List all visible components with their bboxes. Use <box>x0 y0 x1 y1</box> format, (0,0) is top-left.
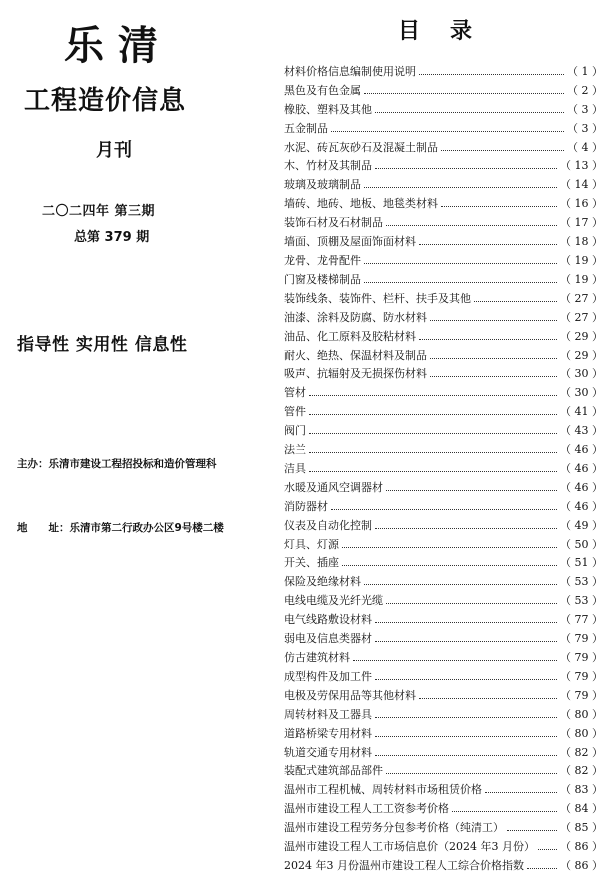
toc-entry-label: 装饰线条、装饰件、栏杆、扶手及其他 <box>284 291 471 305</box>
total-issue-number: 总第 379 期 <box>74 230 150 245</box>
toc-entry-label: 阀门 <box>284 424 306 438</box>
toc-entry-page: （ 84 ） <box>560 802 603 816</box>
issue-number: 二〇二四年 第三期 <box>42 204 156 219</box>
toc-leader-dots <box>441 206 557 207</box>
toc-leader-dots <box>375 528 557 529</box>
toc-entry-page: （ 80 ） <box>560 726 603 740</box>
toc-entry-label: 装配式建筑部品部件 <box>284 764 383 778</box>
toc-entry-page: （ 46 ） <box>560 499 603 513</box>
toc-entry-page: （ 49 ） <box>560 518 603 532</box>
toc-entry-label: 黑色及有色金属 <box>284 83 361 97</box>
toc-entry[interactable] <box>284 570 603 589</box>
toc-leader-dots <box>364 187 557 188</box>
toc-entry[interactable] <box>284 155 603 174</box>
sponsor-line: 主办：乐清市建设工程招投标和造价管理科 <box>17 458 217 470</box>
toc-leader-dots <box>419 74 564 75</box>
toc-entry-label: 五金制品 <box>284 121 328 135</box>
magazine-title: 工程造价信息 <box>24 86 187 116</box>
toc-entry[interactable] <box>284 419 603 438</box>
toc-entry[interactable] <box>284 476 603 495</box>
toc-entry[interactable] <box>284 192 603 211</box>
toc-entry-page: （ 18 ） <box>560 235 603 249</box>
toc-entry[interactable] <box>284 665 603 684</box>
toc-leader-dots <box>430 358 557 359</box>
toc-entry[interactable] <box>284 287 603 306</box>
toc-leader-dots <box>364 263 557 264</box>
toc-entry[interactable] <box>284 741 603 760</box>
toc-entry[interactable] <box>284 98 603 117</box>
toc-entry-label: 电极及劳保用品等其他材料 <box>284 688 416 702</box>
toc-entry-label: 成型构件及加工件 <box>284 669 372 683</box>
toc-leader-dots <box>538 849 557 850</box>
toc-entry-label: 橡胶、塑料及其他 <box>284 102 372 116</box>
toc-leader-dots <box>452 811 557 812</box>
toc-entry-label: 仿古建筑材料 <box>284 651 350 664</box>
toc-entry-label: 油漆、涂料及防腐、防水材料 <box>284 310 427 324</box>
toc-entry-label: 木、竹材及其制品 <box>284 159 372 173</box>
toc-entry-page: （ 4 ） <box>567 140 603 154</box>
toc-leader-dots <box>375 641 557 642</box>
toc-panel <box>280 0 606 883</box>
toc-entry-page: （ 82 ） <box>560 764 603 778</box>
toc-entry-page: （ 77 ） <box>560 613 603 627</box>
toc-entry-label: 法兰 <box>284 443 306 457</box>
toc-entry[interactable] <box>284 835 603 854</box>
toc-entry-page: （ 43 ） <box>560 424 603 438</box>
toc-leader-dots <box>309 414 557 415</box>
toc-entry-label: 管材 <box>284 386 306 400</box>
toc-entry[interactable] <box>284 268 603 287</box>
toc-leader-dots <box>375 755 557 756</box>
toc-entry[interactable] <box>284 400 603 419</box>
toc-entry[interactable] <box>284 533 603 552</box>
toc-entry[interactable] <box>284 344 603 363</box>
toc-entry[interactable] <box>284 797 603 816</box>
toc-entry-page: （ 80 ） <box>560 707 603 721</box>
toc-entry[interactable] <box>284 854 603 873</box>
toc-entry[interactable] <box>284 117 603 136</box>
toc-entry-label: 耐火、绝热、保温材料及制品 <box>284 348 427 362</box>
toc-entry-label: 洁具 <box>284 461 306 475</box>
toc-list <box>284 60 603 873</box>
toc-entry-page: （ 2 ） <box>567 83 603 97</box>
toc-leader-dots <box>364 584 557 585</box>
toc-entry-page: （ 27 ） <box>560 291 603 305</box>
toc-entry-page: （ 3 ） <box>567 121 603 135</box>
toc-entry-page: （ 82 ） <box>560 745 603 759</box>
city-title: 乐清 <box>64 23 172 69</box>
toc-entry-label: 玻璃及玻璃制品 <box>284 178 361 192</box>
toc-entry-page: （ 14 ） <box>560 178 603 192</box>
toc-leader-dots <box>364 282 557 283</box>
toc-entry-page: （ 30 ） <box>560 367 603 381</box>
toc-entry[interactable] <box>284 306 603 325</box>
toc-entry-page: （ 46 ） <box>560 461 603 475</box>
toc-leader-dots <box>474 301 557 302</box>
toc-leader-dots <box>419 339 557 340</box>
toc-title: 目录 <box>398 19 503 44</box>
toc-entry-label: 吸声、抗辐射及无损探伤材料 <box>284 367 427 381</box>
toc-entry-page: （ 46 ） <box>560 443 603 457</box>
toc-entry-page: （ 29 ） <box>560 329 603 343</box>
toc-entry-label: 开关、插座 <box>284 556 339 570</box>
toc-leader-dots <box>342 547 557 548</box>
toc-entry-label: 管件 <box>284 405 306 419</box>
toc-entry[interactable] <box>284 60 603 79</box>
toc-entry[interactable] <box>284 495 603 514</box>
toc-entry-label: 弱电及信息类器材 <box>284 632 372 646</box>
toc-leader-dots <box>527 868 557 869</box>
toc-entry[interactable] <box>284 722 603 741</box>
toc-entry-page: （ 19 ） <box>560 272 603 286</box>
toc-entry-page: （ 3 ） <box>567 102 603 116</box>
toc-entry-page: （ 51 ） <box>560 556 603 570</box>
toc-entry-page: （ 27 ） <box>560 310 603 324</box>
toc-leader-dots <box>375 112 564 113</box>
toc-leader-dots <box>375 679 557 680</box>
toc-entry-label: 道路桥梁专用材料 <box>284 726 372 740</box>
toc-leader-dots <box>375 168 557 169</box>
toc-entry-label: 仪表及自动化控制 <box>284 518 372 532</box>
toc-entry[interactable] <box>284 363 603 382</box>
toc-entry-page: （ 86 ） <box>560 858 603 872</box>
toc-leader-dots <box>485 792 557 793</box>
toc-entry-page: （ 79 ） <box>560 632 603 646</box>
toc-entry-page: （ 46 ） <box>560 480 603 494</box>
toc-entry-label: 水暖及通风空调器材 <box>284 480 383 494</box>
toc-entry-label: 墙砖、地砖、地板、地毯类材料 <box>284 197 438 211</box>
toc-entry-page: （ 41 ） <box>560 405 603 419</box>
toc-leader-dots <box>342 565 557 566</box>
toc-entry-page: （ 79 ） <box>560 688 603 702</box>
toc-entry-page: （ 50 ） <box>560 537 603 551</box>
toc-entry-label: 轨道交通专用材料 <box>284 745 372 759</box>
toc-leader-dots <box>386 490 557 491</box>
toc-leader-dots <box>386 773 557 774</box>
toc-leader-dots <box>309 471 557 472</box>
toc-entry-page: （ 30 ） <box>560 386 603 400</box>
toc-leader-dots <box>507 830 557 831</box>
toc-leader-dots <box>386 225 557 226</box>
toc-entry-label: 龙骨、龙骨配件 <box>284 253 361 267</box>
toc-leader-dots <box>375 622 557 623</box>
toc-entry-page: （ 17 ） <box>560 216 603 230</box>
toc-entry[interactable] <box>284 457 603 476</box>
address-line: 地 址：乐清市第二行政办公区9号楼二楼 <box>17 522 224 534</box>
toc-leader-dots <box>309 395 557 396</box>
toc-leader-dots <box>353 660 557 661</box>
toc-leader-dots <box>419 698 557 699</box>
toc-entry-page: （ 1 ） <box>567 64 603 78</box>
toc-entry[interactable] <box>284 211 603 230</box>
toc-entry-page: （ 53 ） <box>560 594 603 608</box>
toc-leader-dots <box>386 603 557 604</box>
toc-entry[interactable] <box>284 230 603 249</box>
toc-entry-label: 2024 年3 月份温州市建设工程人工综合价格指数 <box>284 858 524 872</box>
toc-entry-label: 门窗及楼梯制品 <box>284 272 361 286</box>
toc-entry-page: （ 16 ） <box>560 197 603 211</box>
toc-entry[interactable] <box>284 684 603 703</box>
toc-entry-label: 温州市建设工程人工工资参考价格 <box>284 802 449 816</box>
toc-entry-label: 灯具、灯源 <box>284 537 339 551</box>
toc-entry[interactable] <box>284 514 603 533</box>
toc-entry[interactable] <box>284 552 603 571</box>
toc-leader-dots <box>375 717 557 718</box>
toc-entry-label: 电气线路敷设材料 <box>284 613 372 627</box>
toc-entry[interactable] <box>284 760 603 779</box>
toc-entry-label: 电线电缆及光纤光缆 <box>284 594 383 608</box>
toc-leader-dots <box>309 433 557 434</box>
toc-entry[interactable] <box>284 608 603 627</box>
toc-entry-label: 温州市建设工程人工市场信息价（2024 年3 月份） <box>284 840 535 854</box>
toc-entry-label: 温州市建设工程劳务分包参考价格（纯清工） <box>284 821 504 835</box>
toc-entry-page: （ 13 ） <box>560 159 603 173</box>
toc-entry-page: （ 19 ） <box>560 253 603 267</box>
toc-entry[interactable] <box>284 325 603 344</box>
toc-entry[interactable] <box>284 816 603 835</box>
toc-entry-label: 周转材料及工器具 <box>284 707 372 721</box>
toc-entry-label: 墙面、顶棚及屋面饰面材料 <box>284 235 416 249</box>
cover-panel <box>0 0 272 883</box>
toc-entry-label: 水泥、砖瓦灰砂石及混凝土制品 <box>284 140 438 154</box>
toc-leader-dots <box>309 452 557 453</box>
toc-entry[interactable] <box>284 438 603 457</box>
toc-entry-page: （ 86 ） <box>560 840 603 854</box>
toc-entry-label: 消防器材 <box>284 499 328 513</box>
frequency-label: 月刊 <box>96 140 132 161</box>
toc-leader-dots <box>364 93 564 94</box>
slogan: 指导性 实用性 信息性 <box>17 335 188 355</box>
toc-entry[interactable] <box>284 79 603 98</box>
toc-entry[interactable] <box>284 173 603 192</box>
toc-leader-dots <box>331 509 557 510</box>
toc-entry-page: （ 79 ） <box>560 651 603 664</box>
toc-leader-dots <box>375 736 557 737</box>
toc-entry-page: （ 53 ） <box>560 575 603 589</box>
toc-entry[interactable] <box>284 646 603 665</box>
toc-leader-dots <box>441 150 564 151</box>
toc-entry-label: 材料价格信息编制使用说明 <box>284 64 416 78</box>
toc-leader-dots <box>419 244 557 245</box>
toc-entry-page: （ 29 ） <box>560 348 603 362</box>
toc-entry-page: （ 79 ） <box>560 669 603 683</box>
toc-entry-label: 装饰石材及石材制品 <box>284 216 383 230</box>
toc-entry-page: （ 85 ） <box>560 821 603 835</box>
toc-entry[interactable] <box>284 778 603 797</box>
toc-entry[interactable] <box>284 627 603 646</box>
toc-entry[interactable] <box>284 249 603 268</box>
toc-entry-label: 温州市工程机械、周转材料市场租赁价格 <box>284 783 482 797</box>
toc-leader-dots <box>430 320 557 321</box>
toc-entry[interactable] <box>284 136 603 155</box>
toc-leader-dots <box>430 376 557 377</box>
toc-entry-label: 保险及绝缘材料 <box>284 575 361 589</box>
toc-entry[interactable] <box>284 589 603 608</box>
toc-entry[interactable] <box>284 381 603 400</box>
toc-entry-label: 油品、化工原料及胶粘材料 <box>284 329 416 343</box>
toc-entry[interactable] <box>284 703 603 722</box>
toc-entry-page: （ 83 ） <box>560 783 603 797</box>
toc-leader-dots <box>331 131 564 132</box>
